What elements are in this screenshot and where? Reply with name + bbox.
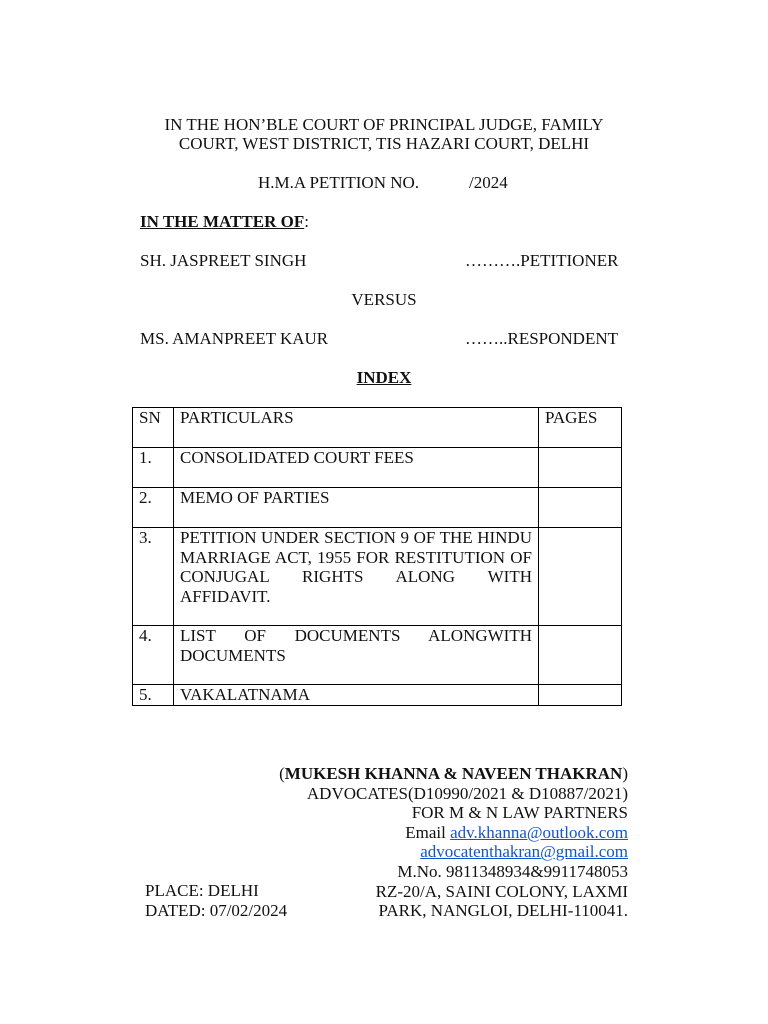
in-the-matter-of bbox=[140, 212, 309, 232]
table-row bbox=[133, 528, 622, 626]
mobile-numbers: M.No. 9811348934&9911748053 bbox=[397, 861, 628, 881]
email-line bbox=[279, 823, 628, 843]
row-particulars: MEMO OF PARTIES bbox=[174, 488, 539, 528]
dated: DATED: 07/02/2024 bbox=[145, 901, 288, 920]
open-paren: ( bbox=[279, 764, 285, 783]
row-sn: 2. bbox=[133, 488, 174, 528]
header-particulars: PARTICULARS bbox=[174, 408, 539, 448]
row-sn: 1. bbox=[133, 448, 174, 488]
row-pages bbox=[539, 448, 622, 488]
respondent-role: ……..RESPONDENT bbox=[465, 329, 619, 348]
firm-name: FOR M & N LAW PARTNERS bbox=[411, 803, 628, 823]
table-header-row bbox=[133, 408, 622, 448]
index-table bbox=[132, 407, 622, 706]
court-heading-line-2: COURT, WEST DISTRICT, TIS HAZARI COURT, DELHI bbox=[178, 134, 590, 153]
petition-year: /2024 bbox=[469, 173, 508, 192]
petitioner-role: ……….PETITIONER bbox=[465, 251, 619, 270]
email-link-2[interactable]: advocatenthakran@gmail.com bbox=[420, 842, 628, 862]
row-pages bbox=[539, 685, 622, 706]
address-line-2: PARK, NANGLOI, DELHI-110041. bbox=[378, 901, 628, 921]
table-row bbox=[133, 488, 622, 528]
email-label: Email bbox=[405, 822, 451, 842]
row-particulars: CONSOLIDATED COURT FEES bbox=[174, 448, 539, 488]
place: PLACE: DELHI bbox=[145, 881, 259, 900]
row-sn: 4. bbox=[133, 626, 174, 685]
advocates-names: MUKESH KHANNA & NAVEEN THAKRAN bbox=[284, 764, 623, 783]
table-row bbox=[133, 448, 622, 488]
row-pages bbox=[539, 488, 622, 528]
matter-suffix: : bbox=[304, 212, 309, 231]
row-particulars: LIST OF DOCUMENTS ALONGWITH DOCUMENTS bbox=[174, 626, 539, 685]
email-link-1[interactable]: adv.khanna@outlook.com bbox=[450, 822, 628, 842]
address-line-1: RZ-20/A, SAINI COLONY, LAXMI bbox=[375, 881, 628, 901]
close-paren: ) bbox=[622, 764, 628, 783]
row-particulars: PETITION UNDER SECTION 9 OF THE HINDU MARRIAGE ACT, 1955 FOR RESTITUTION OF CONJUGAL RIGHTS ALONG WITH AFFIDAVIT. bbox=[174, 528, 539, 626]
row-sn: 3. bbox=[133, 528, 174, 626]
signature-block bbox=[279, 764, 628, 921]
advocates-registration: ADVOCATES(D10990/2021 & D10887/2021) bbox=[306, 783, 628, 803]
petition-number-label: H.M.A PETITION NO. bbox=[258, 173, 420, 192]
advocates-names-line bbox=[279, 764, 628, 784]
table-row bbox=[133, 626, 622, 685]
row-pages bbox=[539, 528, 622, 626]
court-heading-line-1: IN THE HON’BLE COURT OF PRINCIPAL JUDGE, FAMILY bbox=[164, 115, 604, 134]
matter-label: IN THE MATTER OF bbox=[140, 212, 305, 231]
row-pages bbox=[539, 626, 622, 685]
respondent-name: MS. AMANPREET KAUR bbox=[140, 329, 329, 348]
petitioner-name: SH. JASPREET SINGH bbox=[140, 251, 307, 270]
header-sn: SN bbox=[133, 408, 174, 448]
index-title: INDEX bbox=[356, 368, 412, 387]
table-row bbox=[133, 685, 622, 706]
header-pages: PAGES bbox=[539, 408, 622, 448]
row-particulars: VAKALATNAMA bbox=[174, 685, 539, 706]
row-sn: 5. bbox=[133, 685, 174, 706]
versus-label: VERSUS bbox=[351, 290, 417, 309]
